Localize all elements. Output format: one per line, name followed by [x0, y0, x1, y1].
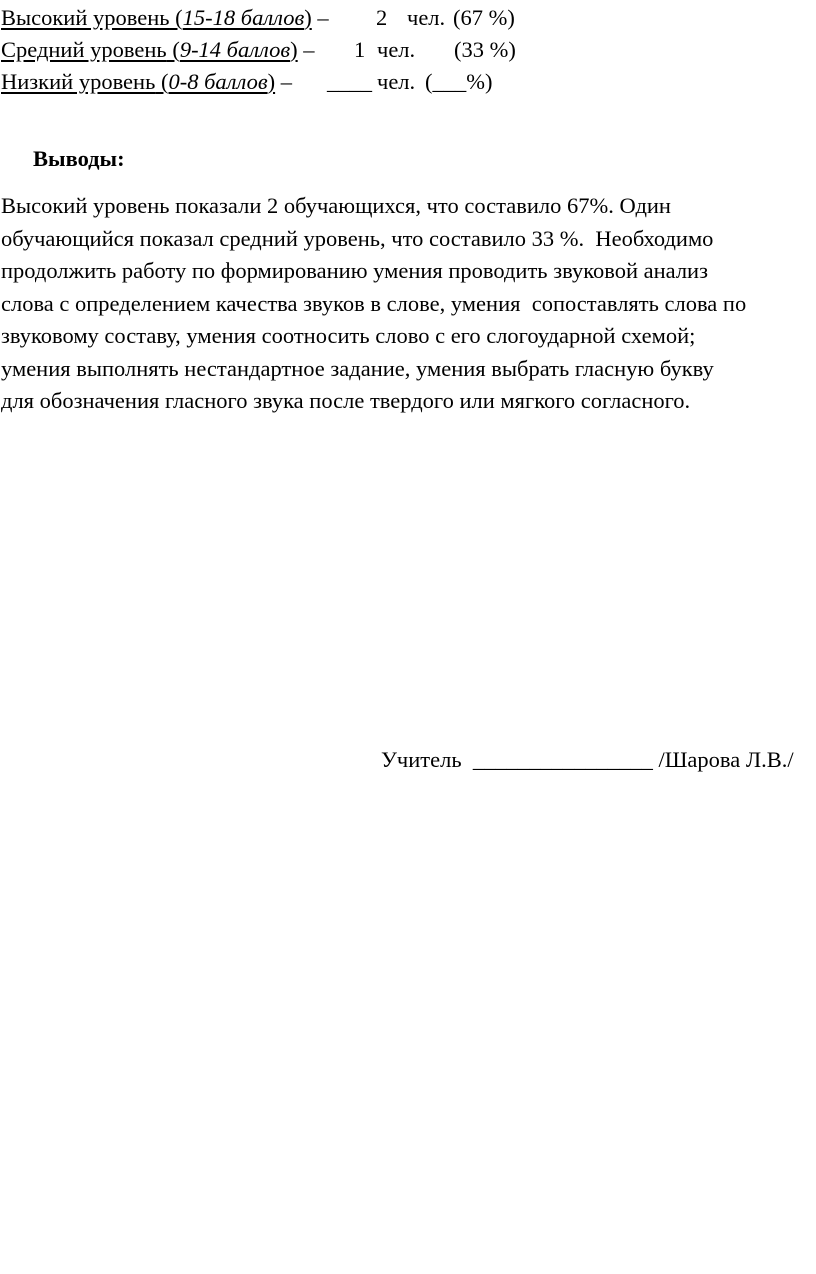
level-unit: чел. [407, 5, 446, 30]
level-open: ( [155, 69, 169, 94]
signature-name: /Шарова Л.В./ [658, 747, 794, 772]
level-name: Средний уровень [1, 37, 167, 62]
conclusion-line: продолжить работу по формированию умения проводить звуковой анализ [1, 258, 708, 283]
level-count: 1 [354, 37, 366, 62]
level-count: 2 [376, 5, 388, 30]
level-name: Высокий уровень [1, 5, 170, 30]
signature-role: Учитель [381, 747, 462, 772]
levels-list [1, 2, 811, 98]
level-label [1, 66, 292, 98]
level-line-low [1, 66, 811, 98]
conclusion-line: звуковому составу, умения соотносить слово с его слогоударной схемой; [1, 323, 696, 348]
level-percent: (67 %) [453, 5, 515, 30]
conclusions-heading: Выводы: [33, 146, 125, 171]
level-range: 15-18 баллов [182, 5, 305, 30]
level-count: ____ [327, 69, 372, 94]
level-dash: – [297, 37, 315, 62]
level-unit: чел. [377, 69, 416, 94]
signature-blank: ________________ [472, 747, 653, 772]
level-dash: – [275, 69, 292, 94]
level-range: 0-8 баллов [168, 69, 268, 94]
level-name: Низкий уровень [1, 69, 156, 94]
signature-line [381, 744, 794, 776]
conclusion-line: умения выполнять нестандартное задание, умения выбрать гласную букву [1, 355, 714, 381]
level-label [1, 34, 315, 66]
conclusion-line: Высокий уровень показали 2 обучающихся, что составило 67%. Один [1, 193, 671, 218]
level-open: ( [166, 37, 180, 62]
level-label [1, 2, 329, 34]
level-close: ) [267, 69, 276, 94]
level-line-middle [1, 34, 811, 66]
conclusion-line: для обозначения гласного звука после твердого или мягкого согласного. [1, 388, 691, 413]
level-close: ) [304, 5, 312, 30]
level-unit: чел. [377, 37, 416, 62]
conclusion-line: слова с определением качества звуков в слове, умения сопоставлять слова по [1, 290, 747, 316]
conclusion-line: обучающийся показал средний уровень, что составило 33 %. Необходимо [1, 225, 714, 251]
level-line-high [1, 2, 811, 34]
level-range: 9-14 баллов [179, 37, 291, 62]
conclusion-paragraph [1, 190, 815, 418]
level-open: ( [169, 5, 183, 30]
level-percent: (___%) [425, 69, 493, 94]
level-percent: (33 %) [454, 37, 516, 62]
level-close: ) [290, 37, 298, 62]
level-dash: – [311, 5, 329, 30]
